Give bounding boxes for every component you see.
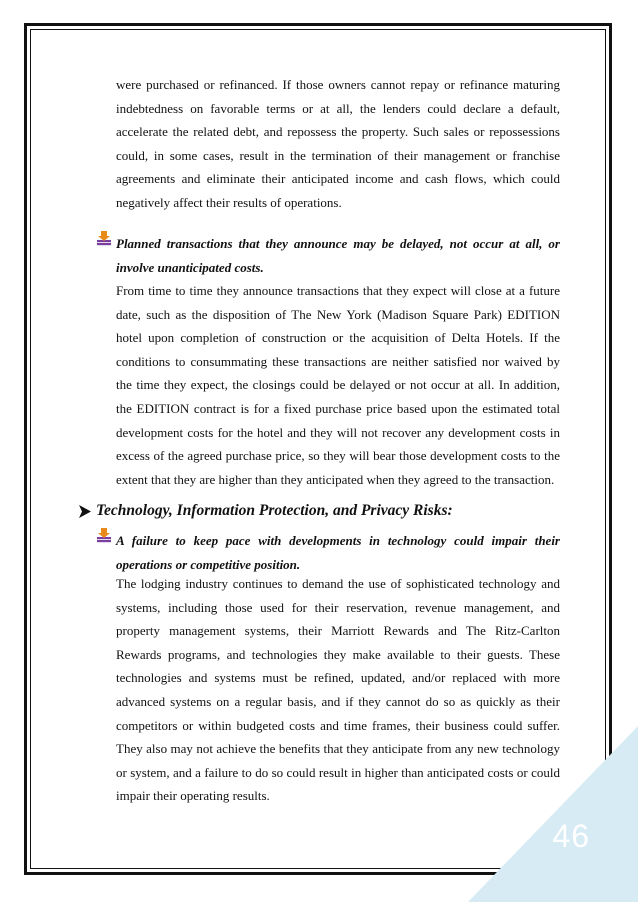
intro-paragraph: were purchased or refinanced. If those owners cannot repay or refinance maturing indebtedness on favorable terms or at all, the lenders could declare a default, accelerate the related debt, and repossess the property. Such sales or repossessions could, in some cases, result in the termination of their management or franchise agreements and eliminate their anticipated income and cash flows, which could negatively affect their results of operations. <box>116 77 560 210</box>
technology-section-heading: Technology, Information Protection, and Privacy Risks: <box>96 502 453 519</box>
down-arrow-bullet-icon <box>96 230 112 246</box>
planned-transactions-heading: Planned transactions that they announce may be delayed, not occur at all, or involve unanticipated costs. <box>116 236 560 275</box>
planned-transactions-body: From time to time they announce transactions that they expect will close at a future date, such as the disposition of The New York (Madison Square Park) EDITION hotel upon completion of construction or the acquisition of Delta Hotels. If the conditions to consummating these transactions are neither satisfied nor waived by the time they expect, the closings could be delayed or not occur at all. In addition, the EDITION contract is for a fixed purchase price based upon the estimated total development costs for the hotel and they will not recover any development costs in excess of the agreed purchase price, so they will bear those development costs to the extent that they are higher than they anticipated when they agreed to the transaction. <box>116 283 560 487</box>
arrowhead-bullet-icon <box>79 505 91 518</box>
technology-body: The lodging industry continues to demand the use of sophisticated technology and systems, including those used for their reservation, revenue management, and property management systems, their Marriott Rewards and The Ritz-Carlton Rewards programs, and technologies they make available to their guests. These technologies and systems must be refined, updated, and/or replaced with more advanced systems on a regular basis, and if they cannot do so as quickly as their competitors or within budgeted costs and time frames, their business could suffer. They also may not achieve the benefits that they anticipate from any new technology or system, and a failure to do so could result in higher than anticipated costs or could impair their operating results. <box>116 576 560 804</box>
down-arrow-bullet-icon <box>96 527 112 543</box>
technology-sub-heading: A failure to keep pace with developments in technology could impair their operations or competitive position. <box>116 533 560 572</box>
page-number: 46 <box>552 818 590 854</box>
